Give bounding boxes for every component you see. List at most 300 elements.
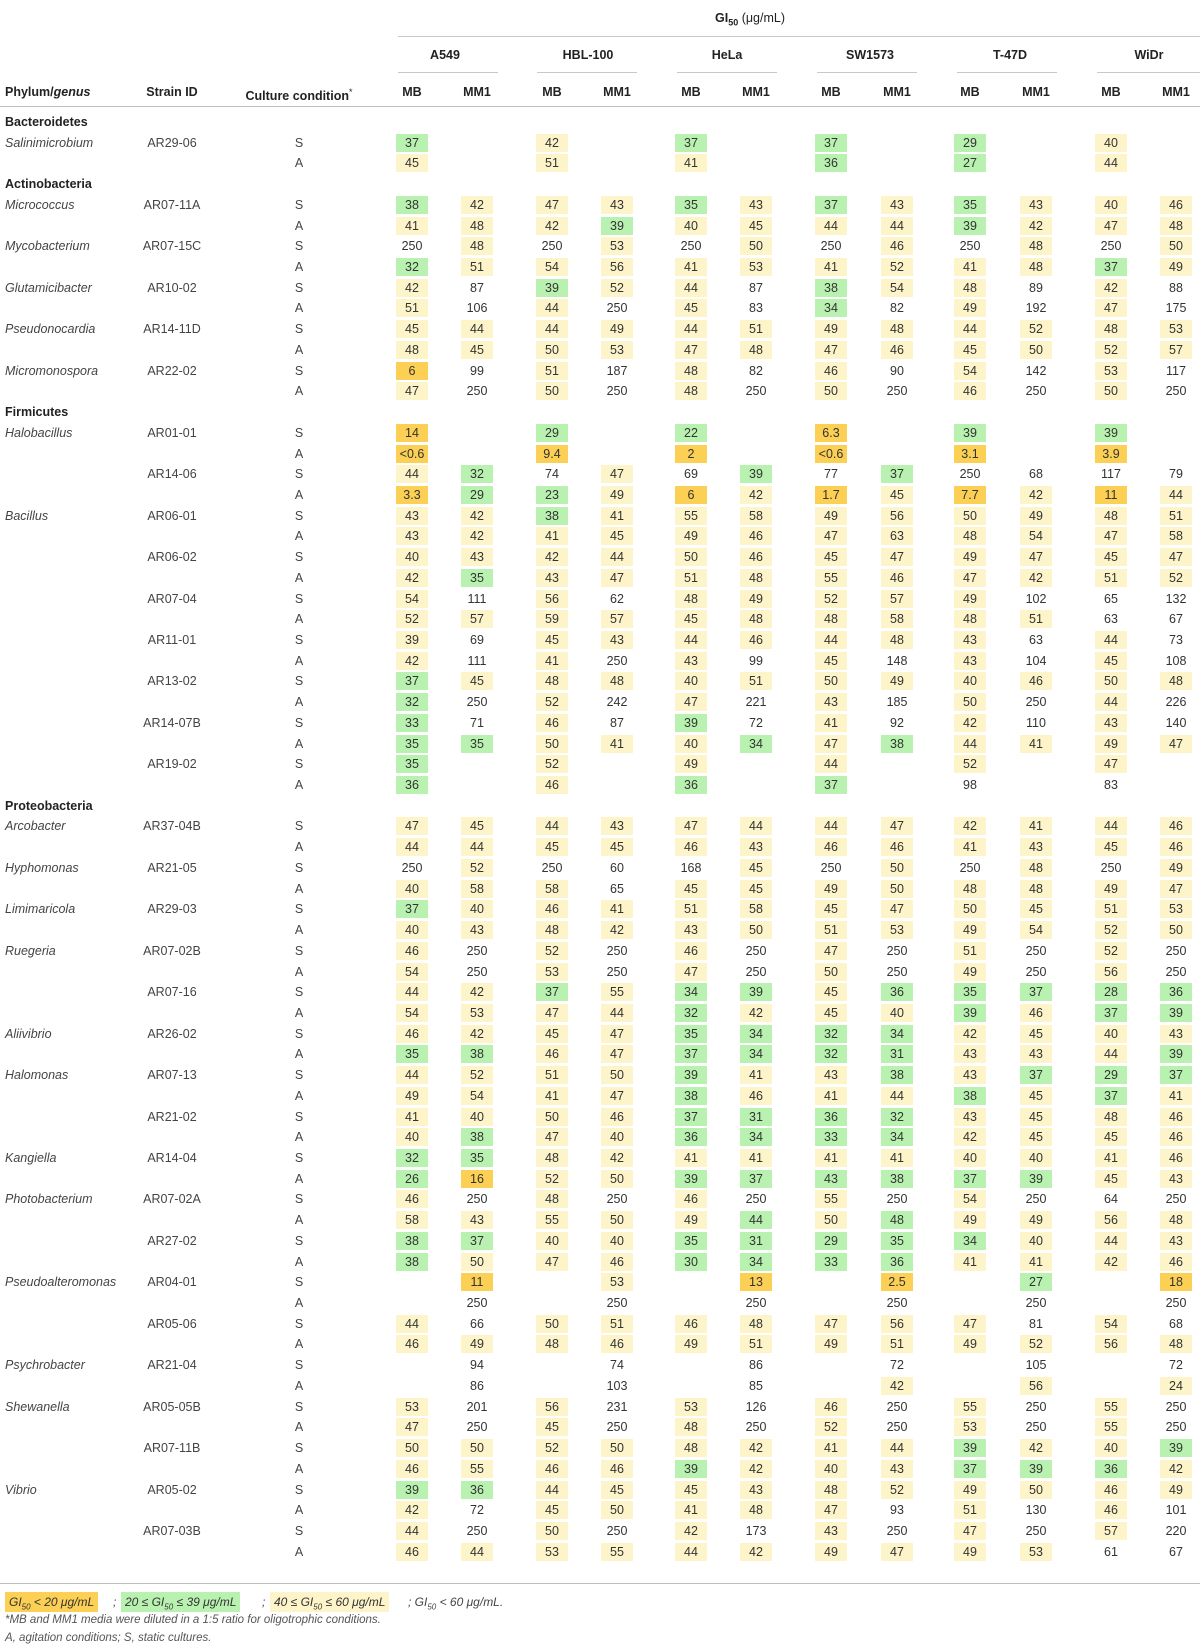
gi50-cell: 32 [396,258,428,276]
culture-condition: A [294,529,304,544]
gi50-cell: 46 [1160,1128,1192,1146]
legend-sep-2: ; [262,1595,266,1609]
gi50-cell: 51 [954,942,986,960]
gi50-cell: 250 [886,1296,908,1311]
genus-label: Kangiella [5,1151,57,1165]
gi50-cell: 38 [675,1087,707,1105]
gi50-cell: 67 [1169,612,1183,627]
gi50-cell: 45 [675,610,707,628]
gi50-cell: 18 [1160,1273,1192,1291]
gi50-cell: 32 [396,1149,428,1167]
gi50-cell: 49 [954,1481,986,1499]
culture-condition: S [294,425,304,440]
gi50-cell: 40 [675,735,707,753]
gi50-cell: 231 [606,1399,628,1414]
gi50-cell: 49 [1160,859,1192,877]
gi50-cell: 46 [1160,196,1192,214]
gi50-cell: 43 [815,1170,847,1188]
strain-id: AR07-04 [147,591,197,606]
gi50-cell: 9.4 [536,445,568,463]
gi50-cell: 30 [675,1253,707,1271]
gi50-cell: 44 [1095,1232,1127,1250]
gi50-cell: 43 [815,693,847,711]
gi50-cell: 47 [1095,299,1127,317]
gi50-cell: 52 [536,1439,568,1457]
strain-id: AR26-02 [147,1026,197,1041]
gi50-cell: 47 [881,900,913,918]
gi50-cell: 37 [461,1232,493,1250]
gi50-cell: 45 [675,880,707,898]
gi50-cell: 44 [536,320,568,338]
gi50-cell: 47 [815,1315,847,1333]
cellline-hbl100: HBL-100 [562,48,614,62]
gi50-cell: 49 [815,1543,847,1561]
culture-condition: S [294,1026,304,1041]
gi50-cell: 40 [1095,134,1127,152]
gi50-cell: 57 [601,610,633,628]
gi50-cell: 47 [1160,548,1192,566]
gi50-cell: 41 [815,1439,847,1457]
gi50-cell: 29 [461,486,493,504]
gi50-cell: 49 [954,548,986,566]
gi50-cell: 35 [675,196,707,214]
gi50-cell: 99 [470,363,484,378]
gi50-cell: 52 [1095,341,1127,359]
gi50-cell: 48 [881,1211,913,1229]
rule-a549 [398,72,498,73]
gi50-cell: 69 [684,467,698,482]
gi50-cell: 46 [815,838,847,856]
gi50-cell: 52 [1020,1335,1052,1353]
gi50-cell: 40 [881,1004,913,1022]
gi50-cell: 35 [396,1045,428,1063]
legend-sep-1: ; [113,1595,117,1609]
gi50-cell: 46 [740,527,772,545]
gi50-cell: 49 [815,880,847,898]
genus-label: Pseudonocardia [5,322,96,337]
gi50-cell: 41 [675,1149,707,1167]
culture-condition: A [294,1337,304,1352]
gi50-cell: 250 [1025,964,1047,979]
gi50-cell: 48 [461,217,493,235]
gi50-cell: 51 [881,1335,913,1353]
gi50-cell: 39 [1095,424,1127,442]
gi50-cell: 50 [601,1439,633,1457]
gi50-cell: 47 [536,1004,568,1022]
gi50-cell: 45 [461,341,493,359]
gi50-cell: 45 [396,154,428,172]
gi50-cell: 50 [601,1066,633,1084]
gi50-cell: 44 [396,1315,428,1333]
gi50-cell: 38 [815,279,847,297]
gi50-cell: 37 [815,134,847,152]
legend-yellow: $40 \le GI_{50} \le 60$ μg/mL [270,1592,389,1612]
gi50-cell: 52 [1095,921,1127,939]
gi50-cell: 44 [396,1066,428,1084]
gi50-cell: 42 [601,921,633,939]
gi50-cell: 250 [745,964,767,979]
gi50-cell: 242 [606,695,628,710]
gi50-cell: 37 [881,465,913,483]
gi50-cell: 39 [396,1481,428,1499]
gi50-cell: 47 [601,569,633,587]
gi50-cell: 46 [1020,672,1052,690]
gi50-cell: 47 [675,693,707,711]
gi50-cell: 90 [890,363,904,378]
gi50-cell: 221 [745,695,767,710]
gi50-cell: 105 [1025,1358,1047,1373]
culture-condition: S [294,550,304,565]
culture-condition: A [294,1047,304,1062]
gi50-cell: 49 [675,527,707,545]
genus-label: Aliivibrio [5,1026,52,1041]
media-header-9: MM1 [1022,85,1050,99]
gi50-cell: 52 [461,1066,493,1084]
gi50-cell: 54 [1020,527,1052,545]
header-bottom-rule [0,106,1200,107]
gi50-cell: 63 [1029,633,1043,647]
gi50-cell: 82 [749,363,763,378]
culture-condition: S [294,322,304,337]
gi50-cell: 28 [1095,983,1127,1001]
gi50-cell: 41 [740,1066,772,1084]
gi50-cell: 42 [461,527,493,545]
gi50-cell: 44 [1095,1045,1127,1063]
gi50-cell: 37 [675,134,707,152]
gi50-cell: 53 [536,963,568,981]
gi50-cell: 60 [610,860,624,875]
gi50-cell: 48 [536,672,568,690]
gi50-cell: 51 [740,1335,772,1353]
gi50-cell: 250 [1100,239,1122,254]
gi50-cell: 53 [1095,362,1127,380]
gi50-cell: 41 [536,527,568,545]
gi50-cell: 11 [461,1273,493,1291]
gi50-cell: 31 [740,1108,772,1126]
gi50-cell: 250 [466,943,488,958]
strain-id: AR07-03B [143,1523,201,1538]
gi50-cell: 44 [1095,631,1127,649]
gi50-cell: 50 [536,735,568,753]
gi50-cell: 47 [1020,548,1052,566]
gi50-cell: 40 [675,672,707,690]
culture-condition: A [294,1420,304,1435]
gi50-cell: 43 [954,1108,986,1126]
gi50-cell: 43 [601,817,633,835]
gi50-cell: 52 [815,590,847,608]
gi50-cell: 44 [815,817,847,835]
gi50-cell: 46 [1095,1501,1127,1519]
gi50-cell: 35 [881,1232,913,1250]
culture-condition: S [294,674,304,689]
cellline-a549: A549 [430,48,460,62]
gi50-cell: 6 [396,362,428,380]
gi50-cell: 16 [461,1170,493,1188]
gi50-cell: 87 [470,280,484,295]
gi50-cell: 250 [466,1192,488,1207]
gi50-cell: 226 [1165,695,1187,710]
gi50-cell: 44 [461,838,493,856]
culture-condition: A [294,695,304,710]
gi50-cell: 39 [954,1439,986,1457]
gi50-cell: 39 [740,465,772,483]
gi50-cell: 42 [1160,1460,1192,1478]
gi50-cell: 57 [1095,1522,1127,1540]
gi50-cell: 72 [749,715,763,730]
gi50-cell: 117 [1166,363,1186,378]
media-header-5: MM1 [742,85,770,99]
gi50-cell: 37 [1095,258,1127,276]
gi50-cell: 13 [740,1273,772,1291]
gi50-cell: 36 [815,154,847,172]
gi50-cell: 71 [470,715,484,730]
gi50-cell: 54 [1095,1315,1127,1333]
gi50-cell: 250 [745,1420,767,1435]
gi50-cell: 47 [601,1025,633,1043]
gi50-cell: 45 [396,320,428,338]
gi50-cell: 48 [1095,320,1127,338]
gi50-cell: 53 [461,1004,493,1022]
gi50-cell: 44 [461,320,493,338]
gi50-cell: 250 [541,239,563,254]
culture-condition: S [294,715,304,730]
gi50-cell: 44 [881,1439,913,1457]
gi50-cell: 87 [610,715,624,730]
gi50-cell: 250 [1025,1192,1047,1207]
gi50-cell: 50 [1160,921,1192,939]
gi50-cell: 41 [954,1253,986,1271]
culture-condition: A [294,1005,304,1020]
gi50-cell: 93 [890,1503,904,1518]
gi50-cell: 42 [954,817,986,835]
gi50-cell: 51 [740,320,772,338]
gi50-cell: 47 [815,735,847,753]
culture-condition: A [294,260,304,275]
gi50-cell: 42 [954,714,986,732]
gi50-cell: 52 [536,693,568,711]
gi50-cell: 53 [675,1398,707,1416]
gi50-cell: 103 [606,1378,628,1393]
gi50-cell: 48 [675,382,707,400]
gi50-cell: 48 [740,569,772,587]
gi50-cell: 46 [396,1543,428,1561]
gi50-cell: 32 [815,1025,847,1043]
gi50-cell: 38 [461,1128,493,1146]
genus-label: Vibrio [5,1482,37,1497]
gi50-cell: 40 [396,880,428,898]
gi50-cell: 43 [461,1211,493,1229]
gi50-cell: 86 [470,1378,484,1393]
gi50-cell: 51 [536,154,568,172]
gi50-cell: 44 [815,217,847,235]
gi50-cell: 61 [1104,1544,1118,1559]
gi50-cell: 53 [396,1398,428,1416]
gi50-cell: 40 [396,921,428,939]
culture-condition: S [294,1482,304,1497]
gi50-cell: 250 [1025,1296,1047,1311]
gi50-cell: 39 [1020,1460,1052,1478]
gi50-cell: 35 [461,569,493,587]
gi50-cell: 250 [1165,384,1187,399]
rule-t47d [957,72,1057,73]
gi50-cell: 49 [1095,735,1127,753]
gi50-cell: 2 [675,445,707,463]
gi50-cell: 45 [1095,652,1127,670]
gi50-cell: 43 [740,838,772,856]
gi50-cell: 27 [1020,1273,1052,1291]
header-rule-gi50 [398,36,1200,37]
gi50-cell: 48 [1020,258,1052,276]
strain-id: AR07-15C [142,239,202,254]
gi50-cell: 32 [881,1108,913,1126]
strain-id: AR04-01 [147,1275,197,1290]
gi50-cell: 45 [536,631,568,649]
gi50-cell: 63 [1104,612,1118,627]
gi50-cell: 43 [881,196,913,214]
strain-id: AR14-11D [143,322,201,337]
gi50-cell: 250 [1025,384,1047,399]
gi50-cell: 49 [396,1087,428,1105]
culture-condition: A [294,778,304,793]
gi50-cell: 44 [1160,486,1192,504]
gi50-cell: 72 [1169,1358,1183,1373]
gi50-cell: 23 [536,486,568,504]
gi50-cell: 39 [675,714,707,732]
gi50-cell: 43 [815,1066,847,1084]
gi50-cell: 69 [470,633,484,647]
gi50-cell: 36 [675,776,707,794]
gi50-cell: 87 [749,280,763,295]
gi50-header: $GI_{50}$ (μg/mL) [714,11,786,28]
gi50-cell: 48 [740,1315,772,1333]
gi50-cell: 250 [1025,1399,1047,1414]
gi50-cell: 42 [461,983,493,1001]
culture-condition: A [294,1254,304,1269]
gi50-cell: 48 [954,610,986,628]
gi50-cell: 68 [1169,1316,1183,1331]
gi50-cell: 48 [461,237,493,255]
gi50-cell: 250 [606,1296,628,1311]
gi50-cell: 45 [675,299,707,317]
gi50-cell: 81 [1029,1316,1043,1331]
gi50-cell: 42 [461,507,493,525]
media-header-6: MB [821,85,841,99]
gi50-cell: 67 [1169,1544,1183,1559]
gi50-cell: 48 [1095,1108,1127,1126]
gi50-cell: 50 [954,693,986,711]
gi50-cell: 250 [606,943,628,958]
gi50-cell: 42 [1020,1439,1052,1457]
gi50-cell: 250 [1165,1399,1187,1414]
gi50-cell: 37 [675,1045,707,1063]
gi50-cell: 42 [1020,217,1052,235]
strain-id: AR14-04 [147,1151,197,1165]
gi50-cell: 34 [815,299,847,317]
gi50-cell: 49 [675,755,707,773]
genus-label: Bacillus [5,508,49,523]
gi50-cell: 43 [881,1460,913,1478]
gi50-cell: 40 [536,1232,568,1250]
gi50-cell: 42 [740,1460,772,1478]
gi50-cell: 250 [466,1523,488,1538]
gi50-cell: 45 [601,838,633,856]
gi50-cell: 47 [601,1045,633,1063]
gi50-cell: 39 [675,1170,707,1188]
gi50-cell: 44 [740,817,772,835]
gi50-cell: 42 [461,1025,493,1043]
gi50-cell: 42 [740,1543,772,1561]
gi50-cell: 48 [815,610,847,628]
gi50-cell: 86 [749,1358,763,1373]
gi50-cell: 46 [675,838,707,856]
gi50-cell: 44 [815,755,847,773]
gi50-cell: 108 [1165,653,1187,668]
gi50-cell: 250 [1165,1296,1187,1311]
gi50-cell: 45 [1095,548,1127,566]
gi50-cell: 46 [601,1335,633,1353]
gi50-cell: 49 [675,1335,707,1353]
culture-condition: A [294,612,304,627]
media-header-0: MB [402,85,422,99]
gi50-cell: 46 [954,382,986,400]
gi50-cell: 58 [740,900,772,918]
gi50-cell: 49 [954,590,986,608]
gi50-cell: 44 [954,735,986,753]
gi50-cell: 47 [601,465,633,483]
gi50-cell: 40 [1020,1149,1052,1167]
gi50-cell: 41 [815,1087,847,1105]
gi50-cell: 44 [675,279,707,297]
gi50-cell: 41 [740,1149,772,1167]
gi50-cell: 55 [461,1460,493,1478]
gi50-cell: 51 [1160,507,1192,525]
gi50-cell: 250 [541,860,563,875]
gi50-cell: 27 [954,154,986,172]
gi50-cell: 47 [1160,735,1192,753]
gi50-cell: 50 [536,1315,568,1333]
gi50-cell: 42 [1095,1253,1127,1271]
gi50-cell: 44 [881,217,913,235]
gi50-cell: 44 [461,1543,493,1561]
culture-condition: S [294,467,304,482]
gi50-cell: 34 [740,1025,772,1043]
gi50-cell: 55 [601,1543,633,1561]
gi50-cell: 46 [536,900,568,918]
gi50-cell: 47 [601,1087,633,1105]
gi50-cell: 43 [740,196,772,214]
gi50-cell: 44 [396,1522,428,1540]
culture-condition: S [294,1316,304,1331]
gi50-cell: 44 [601,1004,633,1022]
gi50-cell: 54 [461,1087,493,1105]
gi50-cell: 99 [749,653,763,668]
gi50-cell: 54 [536,258,568,276]
strain-id: AR07-16 [147,985,197,1000]
gi50-cell: 48 [675,362,707,380]
gi50-cell: 250 [886,964,908,979]
gi50-cell: 43 [954,652,986,670]
gi50-cell: 37 [1020,1066,1052,1084]
phylum-heading: Firmicutes [5,405,69,420]
gi50-cell: 52 [1020,320,1052,338]
gi50-cell: 36 [881,983,913,1001]
gi50-cell: 53 [881,921,913,939]
strain-id: AR21-02 [147,1109,197,1124]
gi50-cell: 45 [815,548,847,566]
gi50-cell: 47 [881,1543,913,1561]
gi50-cell: 250 [466,1296,488,1311]
gi50-cell: 53 [601,341,633,359]
